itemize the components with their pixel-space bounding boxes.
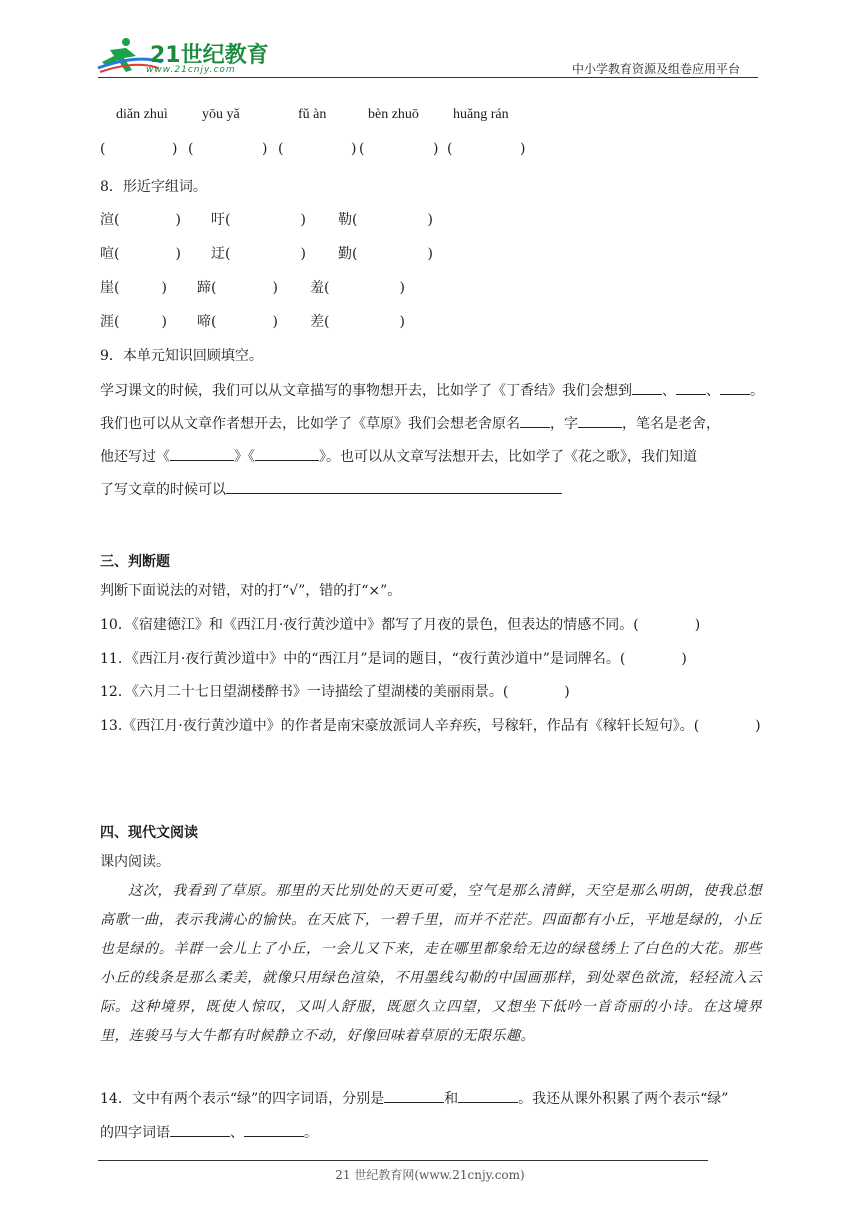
q8-cell: 勒( ) — [338, 212, 433, 228]
reading-passage: 这次，我看到了草原。那里的天比别处的天更可爱，空气是那么清鲜，天空是那么明朗，使我总想高歌一曲，表示我满心的愉快。在天底下，一碧千里，而并不茫茫。四面都有小丘，平地是绿的，小丘也是绿的。羊群一会儿上了小丘，一会儿又下来，走在哪里都象给无边的绿毯绣上了白色的大花。那些小丘的线条是那么柔美，就像只用绿色渲染，不用墨线勾勒的中国画那样，到处翠色欲流，轻轻流入云际。这种境界，既使人惊叹，又叫人舒服，既愿久立四望，又想坐下低吟一首奇丽的小诗。在这境界里，连骏马与大牛都有时候静立不动，好像回味着草原的无限乐趣。 — [100, 883, 762, 1044]
blank-field[interactable] — [170, 446, 234, 461]
q8-cell: 啼( ) — [197, 314, 278, 330]
q14-text: 。 — [304, 1125, 318, 1141]
q8-cell: 迂( ) — [211, 246, 306, 262]
judge-item-12: 12．《六月二十七日望湖楼醉书》一诗描绘了望湖楼的美丽雨景。( ) — [100, 684, 570, 700]
pinyin-5: huǎng rán — [453, 107, 509, 122]
q9-line-3 — [100, 446, 697, 466]
q9-text: 他还写过《 — [100, 449, 170, 465]
site-logo — [96, 36, 269, 78]
section-4-intro: 课内阅读。 — [100, 854, 170, 870]
blank-field[interactable] — [720, 380, 750, 395]
q8-title: 8．形近字组词。 — [100, 179, 207, 195]
q14-line-1 — [100, 1088, 728, 1108]
q9-line-4 — [100, 479, 562, 499]
footer-rule — [98, 1160, 708, 1161]
blank-field[interactable] — [170, 1122, 230, 1137]
q9-text: 学习课文的时候，我们可以从文章描写的事物想开去，比如学了《丁香结》我们会想到 — [100, 383, 632, 399]
q8-cell: 喧( ) — [100, 246, 181, 262]
blank-field[interactable] — [520, 413, 550, 428]
q14-text: 。我还从课外积累了两个表示“绿” — [518, 1091, 729, 1107]
q8-cell: 吁( ) — [211, 212, 306, 228]
q9-text: 了写文章的时候可以 — [100, 482, 226, 498]
section-3-intro: 判断下面说法的对错，对的打“√”，错的打“×”。 — [100, 583, 402, 599]
blank-field[interactable] — [255, 446, 319, 461]
platform-label: 中小学教育资源及组卷应用平台 — [572, 62, 741, 76]
q8-cell: 羞( ) — [310, 280, 405, 296]
q9-text: 》《 — [234, 449, 255, 465]
q8-cell: 渲( ) — [100, 212, 181, 228]
pinyin-2: yōu yǎ — [202, 107, 240, 122]
q9-text: 》。也可以从文章写法想开去，比如学了《花之歌》，我们知道 — [319, 449, 697, 465]
q8-cell: 涯( ) — [100, 314, 167, 330]
q14-text: 的四字词语 — [100, 1125, 170, 1141]
judge-item-11: 11．《西江月·夜行黄沙道中》中的“西江月”是词的题目，“夜行黄沙道中”是词牌名。( ) — [100, 651, 687, 667]
pinyin-1: diǎn zhuì — [116, 107, 168, 122]
footer-text: 21 世纪教育网(www.21cnjy.com) — [335, 1168, 525, 1182]
section-3-title: 三、判断题 — [100, 554, 170, 570]
q14-text: 14．文中有两个表示“绿”的四字词语，分别是 — [100, 1091, 385, 1107]
q9-text: ，字 — [550, 416, 578, 432]
q8-cell: 崖( ) — [100, 280, 167, 296]
q14-line-2 — [100, 1122, 318, 1142]
q9-line-1: 学习课文的时候，我们可以从文章描写的事物想开去，比如学了《丁香结》我们会想到 、 、 。 — [100, 380, 764, 400]
pinyin-4: bèn zhuō — [368, 107, 419, 122]
judge-item-13: 13.《西江月·夜行黄沙道中》的作者是南宋豪放派词人辛弃疾，号稼轩，作品有《稼轩长短句》。( ) — [100, 718, 761, 734]
q9-line-2 — [100, 413, 720, 433]
q8-cell: 蹄( ) — [197, 280, 278, 296]
blank-field[interactable] — [632, 380, 662, 395]
q8-cell: 差( ) — [310, 314, 405, 330]
q14-text: 、 — [230, 1125, 244, 1141]
blank-field[interactable] — [244, 1122, 304, 1137]
blank-field[interactable] — [676, 380, 706, 395]
logo-title: 21世纪教育 — [150, 43, 269, 68]
section-4-title: 四、现代文阅读 — [100, 825, 198, 841]
q9-text: 我们也可以从文章作者想开去，比如学了《草原》我们会想老舍原名 — [100, 416, 520, 432]
q8-cell: 勤( ) — [338, 246, 433, 262]
blank-field[interactable] — [226, 479, 562, 494]
q14-text: 和 — [444, 1091, 459, 1107]
logo-url: www.21cnjy.com — [146, 65, 236, 75]
judge-item-10: 10．《宿建德江》和《西江月·夜行黄沙道中》都写了月夜的景色，但表达的情感不同。( ) — [100, 617, 701, 633]
blank-field[interactable] — [458, 1088, 518, 1103]
blank-field[interactable] — [384, 1088, 444, 1103]
pinyin-3: fǔ àn — [298, 107, 327, 122]
header-rule — [98, 77, 758, 78]
q9-title: 9．本单元知识回顾填空。 — [100, 348, 263, 364]
blank-field[interactable] — [578, 413, 622, 428]
q9-text: ，笔名是老舍， — [622, 416, 720, 432]
